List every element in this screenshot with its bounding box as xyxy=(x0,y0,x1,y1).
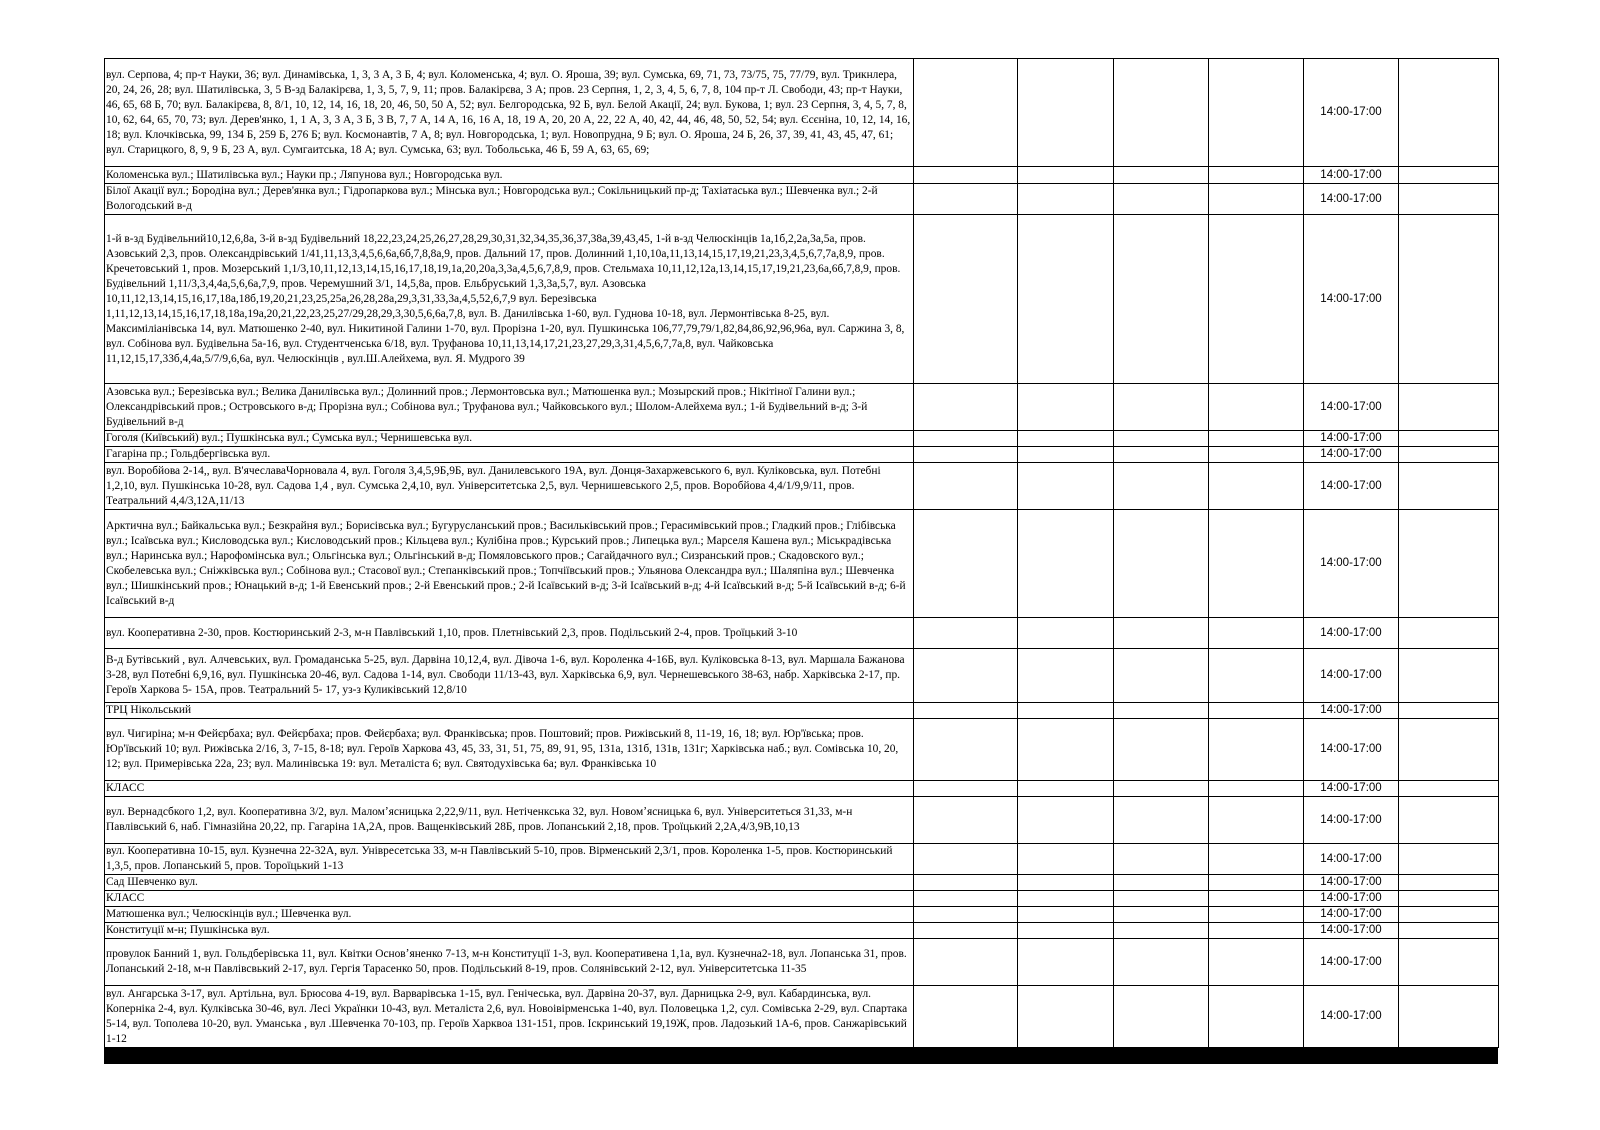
empty-cell xyxy=(1018,649,1114,703)
table-row xyxy=(105,431,1499,447)
empty-cell xyxy=(1114,781,1209,797)
empty-cell xyxy=(914,891,1018,907)
time-cell: 14:00-17:00 xyxy=(1304,59,1399,167)
empty-cell xyxy=(1399,463,1499,510)
empty-cell xyxy=(914,986,1018,1048)
empty-cell xyxy=(1018,447,1114,463)
empty-cell xyxy=(1114,384,1209,431)
table-row xyxy=(105,167,1499,184)
time-cell: 14:00-17:00 xyxy=(1304,510,1399,618)
table-row xyxy=(105,510,1499,618)
time-cell: 14:00-17:00 xyxy=(1304,844,1399,875)
empty-cell xyxy=(914,431,1018,447)
empty-cell xyxy=(1018,891,1114,907)
table-row xyxy=(105,719,1499,781)
empty-cell xyxy=(1399,59,1499,167)
table-row xyxy=(105,703,1499,719)
empty-cell xyxy=(1114,431,1209,447)
table-row xyxy=(105,986,1499,1048)
empty-cell xyxy=(914,510,1018,618)
empty-cell xyxy=(1399,939,1499,986)
empty-cell xyxy=(1018,384,1114,431)
empty-cell xyxy=(1399,618,1499,649)
empty-cell xyxy=(1399,781,1499,797)
empty-cell xyxy=(1114,618,1209,649)
address-cell: Матюшенка вул.; Челюскінців вул.; Шевченка вул. xyxy=(105,907,914,923)
empty-cell xyxy=(1209,986,1304,1048)
schedule-rows xyxy=(105,59,1499,1048)
address-cell: 1-й в-зд Будівельний10,12,6,8а, 3-й в-зд Будівельний 18,22,23,24,25,26,27,28,29,30,31,32,34,35,36,37,38а,39,43,45, 1-й в-зд Челюскінців 1а,1б,2,2а,3а,5а, пров. Азовський 2,3, пров. Олександрівський 1/41,11,13,3,4,5,6,6а,6б,7,8,8а,9, пров. Дальний 17, пров. Долинний 1,10,10а,11,13,14,15,17,19,21,23,3,4,5,6,7,7а,8,9, пров. Кречетовський 1, пров. Мозерський 1,1/3,10,11,12,13,14,15,16,17,18,19,1а,20,20а,3,3а,4,5,6,7,8,9, пров. Стельмаха 10,11,12,12а,13,14,15,17,19,21,23,6а,6б,7,8,9, пров. Будівельний 1,11/3,3,4,4а,5,6,6а,7,9, пров. Черемушний 3/1, 14,5,8а, пров. Ельбруський 1,3,3а,5,7, вул. Азовська 10,11,12,13,14,15,16,17,18а,18б,19,20,21,23,25,25а,26,28,28а,29,3,31,33,3а,4,5,52,6,7,9 вул. Березівська 1,11,12,13,14,15,16,17,18,18а,19а,20,21,22,23,25,27/29,28,29,3,30,5,6,6а,7,8, вул. В. Данилівська 1-60, вул. Гуднова 10-18, вул. Лермонтівська 8-25, вул. Максиміліанівська 14, вул. Матюшенко 2-40, вул. Никитиной Галини 1-70, вул. Прорізна 1-20, вул. Пушкинська 106,77,79,79/1,82,84,86,92,96,96а, вул. Саржина 3, 8, вул. Собінова вул. Будівельна 5а-16, вул. Студентченська 6/18, вул. Труфанова 10,11,13,14,17,21,23,27,29,3,31,4,5,6,7,7а,8, вул. Чайковська 11,12,15,17,33б,4,4а,5/7/9,6,6а, вул. Челюскінців , вул.Ш.Алейхема, вул. Я. Мудрого 39 xyxy=(105,215,914,384)
address-cell: КЛАСС xyxy=(105,781,914,797)
empty-cell xyxy=(1399,184,1499,215)
table-row xyxy=(105,781,1499,797)
empty-cell xyxy=(1018,167,1114,184)
time-cell: 14:00-17:00 xyxy=(1304,875,1399,891)
empty-cell xyxy=(1114,939,1209,986)
empty-cell xyxy=(1209,719,1304,781)
empty-cell xyxy=(1399,907,1499,923)
empty-cell xyxy=(914,167,1018,184)
time-cell: 14:00-17:00 xyxy=(1304,719,1399,781)
empty-cell xyxy=(1018,215,1114,384)
time-cell: 14:00-17:00 xyxy=(1304,891,1399,907)
empty-cell xyxy=(1209,59,1304,167)
empty-cell xyxy=(1114,875,1209,891)
empty-cell xyxy=(1114,510,1209,618)
address-cell: вул. Воробйова 2-14,, вул. В'ячеславаЧорновала 4, вул. Гоголя 3,4,5,9Б,9Б, вул. Данилевського 19А, вул. Донця-Захаржевського 6, вул. Куліковська, вул. Потебні 1,2,10, вул. Пушкінська 10-28, вул. Садова 1,4 , вул. Сумська 2,4,10, вул. Університетська 2,5, вул. Чернишевського 2,5, пров. Воробйова 4,4/1/9,9/11, пров. Театральний 4,4/3,12А,11/13 xyxy=(105,463,914,510)
address-cell: вул. Чигиріна; м-н Фейєрбаха; вул. Фейєрбаха; пров. Фейєрбаха; вул. Франківська; пров. Поштовий; пров. Рижівський 8, 11-19, 16, 18; вул. Юр'ївська; пров. Юр'ївський 10; вул. Рижівська 2/16, 3, 7-15, 8-18; вул. Героїв Харкова 43, 45, 33, 31, 51, 75, 89, 91, 95, 131а, 131б, 131в, 131г; Харківська наб.; вул. Сомівська 10, 20, 12; вул. Примерівська 22а, 23; вул. Малинівська 19: вул. Металіста 6; вул. Святодухівська 6а; вул. Франківська 10 xyxy=(105,719,914,781)
address-cell: вул. Кооперативна 10-15, вул. Кузнечна 22-32А, вул. Унівресетська 33, м-н Павлівський 5-10, пров. Вірменський 2,3/1, пров. Короленка 1-5, пров. Костюринський 1,3,5, пров. Лопанський 5, пров. Тороїцький 1-13 xyxy=(105,844,914,875)
address-cell: вул. Ангарська 3-17, вул. Артільна, вул. Брюсова 4-19, вул. Варварівська 1-15, вул. Генічеська, вул. Дарвіна 20-37, вул. Дарницька 2-9, вул. Кабардинська, вул. Коперніка 2-4, вул. Кулківська 30-46, вул. Лесі Українки 10-43, вул. Металіста 2,6, вул. Новоівірменська 1-40, вул. Половецька 1,2, сул. Сомівська 2-29, вул. Спартака 5-14, вул. Тополева 10-20, вул. Уманська , вул .Шевченка 70-103, пр. Героїв Харквоа 131-151, пров. Іскринський 19,19Ж, пров. Ладозький 1А-6, пров. Санжарівський 1-12 xyxy=(105,986,914,1048)
empty-cell xyxy=(1018,781,1114,797)
address-cell: Гагаріна пр.; Гольдбергівська вул. xyxy=(105,447,914,463)
schedule-table-container xyxy=(104,58,1498,1064)
empty-cell xyxy=(1018,939,1114,986)
empty-cell xyxy=(1399,986,1499,1048)
address-cell: Конституції м-н; Пушкінська вул. xyxy=(105,923,914,939)
empty-cell xyxy=(1018,510,1114,618)
address-cell: вул. Вернадсбкого 1,2, вул. Кооперативна 3/2, вул. Маломʼясницька 2,22,9/11, вул. Нетіченкська 32, вул. Новомʼясницька 6, вул. Університеться 31,33, м-н Павлівський 6, наб. Гімназійна 20,22, пр. Гагаріна 1А,2А, пров. Ващенківський 28Б, пров. Лопанський 2,18, пров. Троїцький 2,2А,4/3,9В,10,13 xyxy=(105,797,914,844)
table-row xyxy=(105,923,1499,939)
time-cell: 14:00-17:00 xyxy=(1304,215,1399,384)
empty-cell xyxy=(1209,184,1304,215)
empty-cell xyxy=(1209,463,1304,510)
empty-cell xyxy=(914,923,1018,939)
empty-cell xyxy=(1399,447,1499,463)
empty-cell xyxy=(1114,844,1209,875)
time-cell: 14:00-17:00 xyxy=(1304,703,1399,719)
table-row xyxy=(105,215,1499,384)
empty-cell xyxy=(1209,797,1304,844)
table-row xyxy=(105,447,1499,463)
empty-cell xyxy=(1018,844,1114,875)
schedule-table xyxy=(104,58,1499,1048)
time-cell: 14:00-17:00 xyxy=(1304,907,1399,923)
empty-cell xyxy=(1114,703,1209,719)
empty-cell xyxy=(1399,875,1499,891)
empty-cell xyxy=(914,184,1018,215)
time-cell: 14:00-17:00 xyxy=(1304,463,1399,510)
empty-cell xyxy=(1114,923,1209,939)
empty-cell xyxy=(1018,431,1114,447)
time-cell: 14:00-17:00 xyxy=(1304,431,1399,447)
empty-cell xyxy=(1209,844,1304,875)
empty-cell xyxy=(1114,463,1209,510)
empty-cell xyxy=(1018,797,1114,844)
empty-cell xyxy=(1399,923,1499,939)
address-cell: провулок Банний 1, вул. Гольдберівська 11, вул. Квітки Основʼяненко 7-13, м-н Конституції 1-3, вул. Кооперативена 1,1а, вул. Кузнечна2-18, вул. Лопанська 31, пров. Лопанський 2-18, м-н Павлівсвький 2-17, вул. Гергія Тарасенко 50, пров. Подільський 8-19, пров. Солянівський 2-12, вул. Університетська 11-35 xyxy=(105,939,914,986)
empty-cell xyxy=(1399,510,1499,618)
empty-cell xyxy=(914,875,1018,891)
table-row xyxy=(105,844,1499,875)
table-row xyxy=(105,59,1499,167)
empty-cell xyxy=(914,781,1018,797)
empty-cell xyxy=(1114,719,1209,781)
table-row xyxy=(105,618,1499,649)
empty-cell xyxy=(1114,215,1209,384)
address-cell: ТРЦ Нікольський xyxy=(105,703,914,719)
empty-cell xyxy=(1114,907,1209,923)
empty-cell xyxy=(1209,431,1304,447)
empty-cell xyxy=(1209,215,1304,384)
empty-cell xyxy=(914,215,1018,384)
address-cell: В-д Бутівський , вул. Алчевських, вул. Громаданська 5-25, вул. Дарвіна 10,12,4, вул. Дівоча 1-6, вул. Короленка 4-16Б, вул. Куліковська 8-13, вул. Маршала Бажанова 3-28, вул Потебні 6,9,16, вул. Пушкінська 20-46, вул. Садова 1-14, вул. Свободи 11/13-43, вул. Харківська 6,9, вул. Чернешевського 38-63, набр. Харківська 2-17, пр. Героїв Харкова 5- 15А, пров. Театральний 5- 17, уз-з Куликівський 12,8/10 xyxy=(105,649,914,703)
table-row xyxy=(105,875,1499,891)
empty-cell xyxy=(1399,703,1499,719)
empty-cell xyxy=(1209,907,1304,923)
empty-cell xyxy=(1209,618,1304,649)
empty-cell xyxy=(1018,907,1114,923)
empty-cell xyxy=(914,447,1018,463)
empty-cell xyxy=(1114,167,1209,184)
empty-cell xyxy=(1018,719,1114,781)
empty-cell xyxy=(914,649,1018,703)
empty-cell xyxy=(914,939,1018,986)
empty-cell xyxy=(1209,781,1304,797)
empty-cell xyxy=(1114,184,1209,215)
empty-cell xyxy=(1399,215,1499,384)
empty-cell xyxy=(1399,844,1499,875)
empty-cell xyxy=(1114,986,1209,1048)
empty-cell xyxy=(1018,875,1114,891)
empty-cell xyxy=(1209,384,1304,431)
empty-cell xyxy=(1114,649,1209,703)
empty-cell xyxy=(1018,463,1114,510)
empty-cell xyxy=(1399,384,1499,431)
time-cell: 14:00-17:00 xyxy=(1304,384,1399,431)
empty-cell xyxy=(914,618,1018,649)
empty-cell xyxy=(1209,167,1304,184)
empty-cell xyxy=(1209,649,1304,703)
time-cell: 14:00-17:00 xyxy=(1304,618,1399,649)
table-row xyxy=(105,384,1499,431)
empty-cell xyxy=(1209,875,1304,891)
empty-cell xyxy=(914,703,1018,719)
empty-cell xyxy=(914,719,1018,781)
empty-cell xyxy=(1399,797,1499,844)
empty-cell xyxy=(1209,510,1304,618)
empty-cell xyxy=(1018,986,1114,1048)
empty-cell xyxy=(1209,703,1304,719)
time-cell: 14:00-17:00 xyxy=(1304,649,1399,703)
empty-cell xyxy=(1018,618,1114,649)
empty-cell xyxy=(914,907,1018,923)
empty-cell xyxy=(1018,923,1114,939)
empty-cell xyxy=(914,59,1018,167)
empty-cell xyxy=(1114,59,1209,167)
address-cell: Коломенська вул.; Шатилівська вул.; Науки пр.; Ляпунова вул.; Новгородська вул. xyxy=(105,167,914,184)
time-cell: 14:00-17:00 xyxy=(1304,447,1399,463)
time-cell: 14:00-17:00 xyxy=(1304,184,1399,215)
empty-cell xyxy=(1018,184,1114,215)
empty-cell xyxy=(1114,447,1209,463)
empty-cell xyxy=(1209,447,1304,463)
address-cell: Арктична вул.; Байкальська вул.; Безкрайня вул.; Борисівська вул.; Бугурусланський пров.; Васильківський пров.; Герасимівський пров.; Гладкий пров.; Глібівська вул.; Ісаївська вул.; Кисловодська вул.; Кисловодський пров.; Кільцева вул.; Кулібіна пров.; Курський пров.; Липецька вул.; Марселя Кашена вул.; Міськрадівська вул.; Наринська вул.; Нарофомінська вул.; Ольгінська вул.; Ольгінський в-д; Помяловського пров.; Сагайдачного вул.; Сизранський пров.; Скадовского вул.; Скобелевська вул.; Сніжківська вул.; Собінова вул.; Стасової вул.; Степанківський пров.; Топчіївський пров.; Ульянова Олександра вул.; Шаляпіна вул.; Шевченка вул.; Шишкінський пров.; Юнацький в-д; 1-й Евенський пров.; 2-й Евенський пров.; 2-й Ісаївський в-д; 3-й Ісаївський в-д; 4-й Ісаївський в-д; 5-й Ісаївський в-д; 6-й Ісаївський в-д xyxy=(105,510,914,618)
empty-cell xyxy=(914,384,1018,431)
address-cell: Сад Шевченко вул. xyxy=(105,875,914,891)
empty-cell xyxy=(1399,431,1499,447)
table-row xyxy=(105,797,1499,844)
empty-cell xyxy=(1399,167,1499,184)
empty-cell xyxy=(914,844,1018,875)
empty-cell xyxy=(914,797,1018,844)
table-row xyxy=(105,939,1499,986)
address-cell: Білої Акації вул.; Бородіна вул.; Дерев'янка вул.; Гідропаркова вул.; Мінська вул.; Новгородська вул.; Сокільницький пр-д; Тахіатаська вул.; Шевченка вул.; 2-й Вологодський в-д xyxy=(105,184,914,215)
empty-cell xyxy=(914,463,1018,510)
address-cell: Гоголя (Київський) вул.; Пушкінська вул.; Сумська вул.; Чернишевська вул. xyxy=(105,431,914,447)
table-row xyxy=(105,463,1499,510)
address-cell: КЛАСС xyxy=(105,891,914,907)
footer-bar xyxy=(104,1048,1498,1064)
address-cell: Азовська вул.; Березівська вул.; Велика Данилівська вул.; Долинний пров.; Лермонтовська вул.; Матюшенка вул.; Мозырский пров.; Нікітіної Галини вул.; Олександрівський пров.; Островського в-д; Прорізна вул.; Собінова вул.; Труфанова вул.; Чайковського вул.; Шолом-Алейхема вул.; 1-й Будівельний в-д; 3-й Будівельний в-д xyxy=(105,384,914,431)
empty-cell xyxy=(1399,649,1499,703)
empty-cell xyxy=(1209,923,1304,939)
table-row xyxy=(105,649,1499,703)
address-cell: вул. Серпова, 4; пр-т Науки, 36; вул. Динамівська, 1, 3, 3 А, 3 Б, 4; вул. Коломенська, 4; вул. О. Яроша, 39; вул. Сумська, 69, 71, 73, 73/75, 75, 77/79, вул. Трикнлера, 20, 24, 26, 28; вул. Шатилівська, 3, 5 В-зд Балакірєва, 1, 3, 5, 7, 9, 11; пров. Балакірєва, 3 А; пров. 23 Серпня, 1, 2, 3, 4, 5, 6, 7, 8, 104 пр-т Л. Свободи, 43; пр-т Науки, 46, 65, 68 Б, 70; вул. Балакірєва, 8, 8/1, 10, 12, 14, 16, 18, 20, 46, 50, 50 А, 52; вул. Белгородська, 92 Б, вул. Белой Акації, 24; вул. Букова, 1; вул. 23 Серпня, 3, 4, 5, 7, 8, 10, 62, 64, 65, 70, 73; вул. Дерев'янко, 1, 1 А, 3, 3 А, 3 Б, 3 В, 7, 7 А, 14 А, 16, 16 А, 18, 19 А, 20, 20 А, 22, 22 А, 40, 42, 44, 46, 48, 50, 52, 54; вул. Єсєніна, 10, 12, 14, 16, 18; вул. Клочківська, 99, 134 Б, 259 Б, 276 Б; вул. Космонавтів, 7 А, 8; вул. Новгородська, 1; вул. Новопрудна, 9 Б; вул. О. Яроша, 24 Б, 26, 37, 39, 41, 43, 45, 47, 61; вул. Старицкого, 8, 9, 9 Б, 23 А, вул. Сумгаитська, 18 А; вул. Сумська, 63; вул. Тобольська, 46 Б, 59 А, 63, 65, 69; xyxy=(105,59,914,167)
time-cell: 14:00-17:00 xyxy=(1304,939,1399,986)
time-cell: 14:00-17:00 xyxy=(1304,167,1399,184)
address-cell: вул. Кооперативна 2-30, пров. Костюринський 2-3, м-н Павлівський 1,10, пров. Плетнівський 2,3, пров. Подільський 2-4, пров. Троїцький 3-10 xyxy=(105,618,914,649)
time-cell: 14:00-17:00 xyxy=(1304,923,1399,939)
time-cell: 14:00-17:00 xyxy=(1304,797,1399,844)
empty-cell xyxy=(1209,891,1304,907)
table-row xyxy=(105,184,1499,215)
time-cell: 14:00-17:00 xyxy=(1304,986,1399,1048)
empty-cell xyxy=(1209,939,1304,986)
empty-cell xyxy=(1114,891,1209,907)
empty-cell xyxy=(1399,719,1499,781)
empty-cell xyxy=(1399,891,1499,907)
empty-cell xyxy=(1018,703,1114,719)
time-cell: 14:00-17:00 xyxy=(1304,781,1399,797)
empty-cell xyxy=(1114,797,1209,844)
empty-cell xyxy=(1018,59,1114,167)
table-row xyxy=(105,891,1499,907)
table-row xyxy=(105,907,1499,923)
